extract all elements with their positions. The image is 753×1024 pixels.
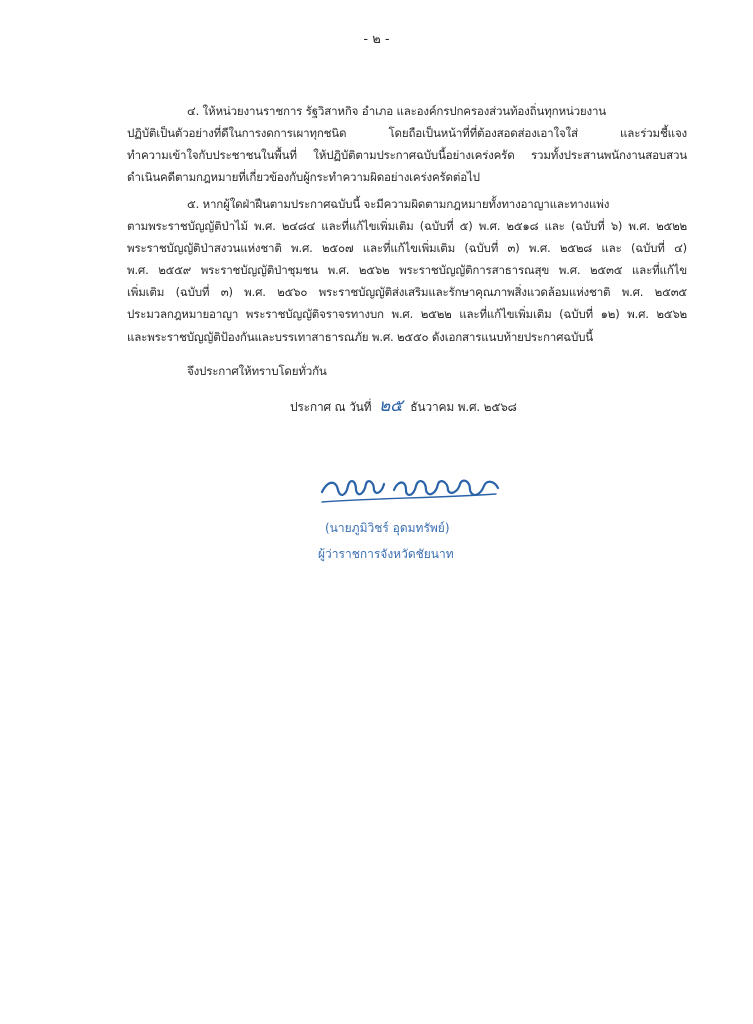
page-number: - ๒ -: [363, 32, 390, 47]
clause-5-line: ตามพระราชบัญญัติป่าไม้ พ.ศ. ๒๔๘๔ และที่แก้ไขเพิ่มเติม (ฉบับที่ ๕) พ.ศ. ๒๕๑๘ และ (ฉบับที่ ๖) พ.ศ. ๒๕๒๒: [127, 219, 687, 233]
clause-5-line: พระราชบัญญัติป่าสงวนแห่งชาติ พ.ศ. ๒๕๐๗ และที่แก้ไขเพิ่มเติม (ฉบับที่ ๓) พ.ศ. ๒๕๒๘ และ (ฉบับที่ ๔): [127, 241, 687, 255]
signer-name: (นายภูมิวิชร์ อุดมทรัพย์): [325, 521, 450, 535]
clause-4-line: ดำเนินคดีตามกฎหมายที่เกี่ยวข้องกับผู้กระทำความผิดอย่างเคร่งครัดต่อไป: [127, 170, 480, 184]
date-line: [290, 398, 517, 415]
clause-5-line: ๕. หากผู้ใดฝ่าฝืนตามประกาศฉบับนี้ จะมีความผิดตามกฎหมายทั้งทางอาญาและทางแพ่ง: [187, 197, 610, 211]
clause-5-line: เพิ่มเติม (ฉบับที่ ๓) พ.ศ. ๒๕๖๐ พระราชบัญญัติส่งเสริมและรักษาคุณภาพสิ่งแวดล้อมแห่งชาติ พ.ศ. ๒๕๓๕: [127, 285, 687, 299]
clause-5-line: พ.ศ. ๒๕๕๙ พระราชบัญญัติป่าชุมชน พ.ศ. ๒๕๖๒ พระราชบัญญัติการสาธารณสุข พ.ศ. ๒๕๓๕ และที่แก้ไข: [127, 263, 687, 277]
clause-4-line: ทำความเข้าใจกับประชาชนในพื้นที่ ให้ปฏิบัติตามประกาศฉบับนี้อย่างเคร่งครัด รวมทั้งประสานพนักงานสอบสวน: [127, 148, 687, 162]
handwritten-day: ๒๕: [378, 396, 403, 416]
clause-5-line: และพระราชบัญญัติป้องกันและบรรเทาสาธารณภัย พ.ศ. ๒๕๕๐ ดังเอกสารแนบท้ายประกาศฉบับนี้: [127, 330, 593, 344]
signer-title: ผู้ว่าราชการจังหวัดชัยนาท: [318, 547, 454, 561]
clause-4-line: ปฏิบัติเป็นตัวอย่างที่ดีในการงดการเผาทุกชนิด โดยถือเป็นหน้าที่ที่ต้องสอดส่องเอาใจใส่ และร่วมชี้แจง: [127, 126, 687, 140]
date-prefix: ประกาศ ณ วันที่: [290, 400, 372, 414]
clause-4-line: ๔. ให้หน่วยงานราชการ รัฐวิสาหกิจ อำเภอ และองค์กรปกครองส่วนท้องถิ่นทุกหน่วยงาน: [187, 104, 607, 118]
handwritten-signature: [318, 468, 503, 508]
announcement-line: จึงประกาศให้ทราบโดยทั่วกัน: [187, 364, 327, 378]
date-suffix: ธันวาคม พ.ศ. ๒๕๖๘: [410, 400, 517, 414]
clause-5-line: ประมวลกฎหมายอาญา พระราชบัญญัติจราจรทางบก พ.ศ. ๒๕๒๒ และที่แก้ไขเพิ่มเติม (ฉบับที่ ๑๒) พ.ศ. ๒๕๖๒: [127, 307, 687, 321]
